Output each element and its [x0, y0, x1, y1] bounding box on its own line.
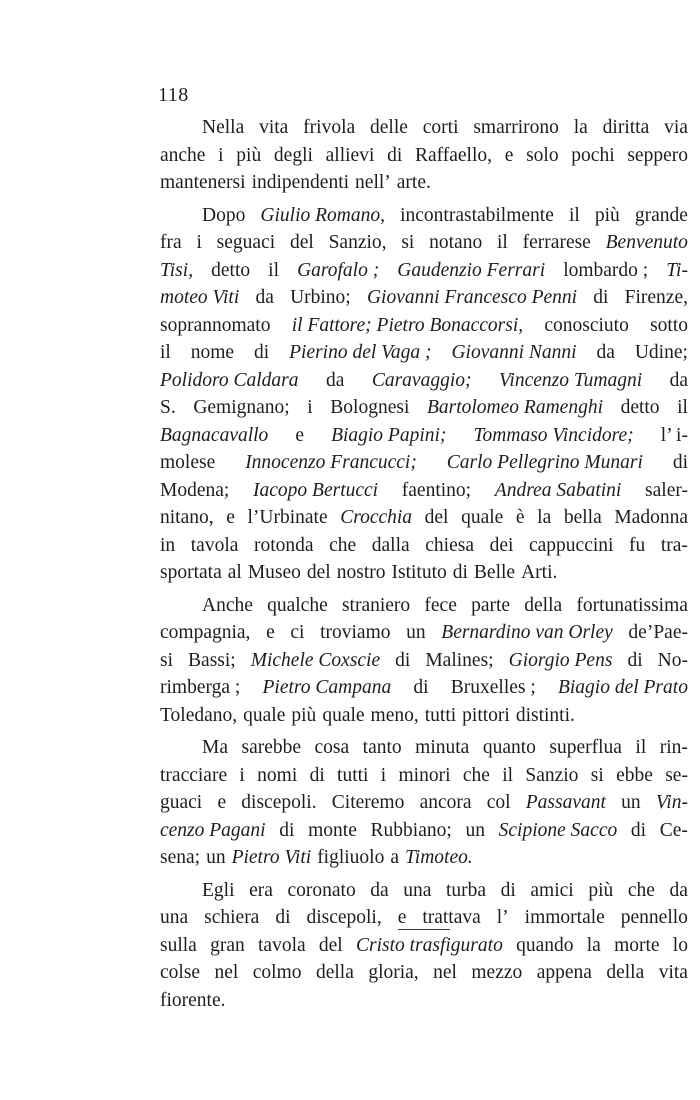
text-line [160, 734, 688, 762]
word: anche [160, 144, 206, 166]
word: che [462, 764, 490, 786]
word: grande [634, 204, 688, 226]
word: nomi [257, 764, 298, 786]
word: vita [259, 117, 289, 138]
italic-name: Andrea Sabatini [494, 479, 622, 501]
text-line [160, 674, 688, 702]
word: si [590, 764, 604, 786]
word: parte [471, 594, 511, 616]
text-line [160, 114, 688, 142]
word: la [586, 934, 601, 956]
word: Udine; [634, 342, 688, 363]
word: della [606, 962, 645, 983]
word: quando [516, 934, 574, 956]
word: smarrirono [473, 117, 559, 138]
text-line [160, 647, 688, 675]
word: era [249, 879, 273, 901]
word: quale [461, 507, 504, 528]
word: fra [160, 232, 182, 253]
word: Modena; [160, 479, 230, 501]
word: allievi [325, 144, 375, 166]
word: da [370, 879, 389, 901]
word: più [236, 144, 262, 166]
word: seguaci [216, 232, 276, 253]
word: quanto [482, 737, 536, 758]
italic-name: Bernardino van Orley [441, 622, 613, 643]
word: delle [370, 117, 408, 138]
word: mezzo [471, 962, 523, 983]
word: in [160, 534, 176, 556]
word: Toledano, [160, 704, 238, 726]
word: Bruxelles ; [450, 677, 536, 698]
word: cosa [314, 737, 350, 758]
word: i [239, 764, 245, 786]
word: da [669, 879, 688, 901]
word: la [573, 117, 588, 138]
word: Urbino; [290, 287, 351, 308]
word: i [196, 232, 202, 253]
word: S. [160, 397, 176, 418]
word: gran [210, 934, 245, 956]
word: colmo [252, 962, 302, 983]
word: Anche [202, 594, 253, 616]
word: coronato [287, 879, 356, 901]
text-line [160, 789, 688, 817]
word: tutti [337, 764, 369, 786]
word: il [160, 342, 171, 363]
italic-name: il Fattore; Pietro Bonaccorsi, [291, 314, 524, 336]
paragraph [160, 592, 688, 730]
word: soprannomato [160, 314, 271, 336]
word: pittori [462, 704, 510, 726]
word: il [497, 232, 508, 253]
word: monte [308, 819, 357, 841]
word: lombardo ; [563, 259, 649, 281]
word: fiorente. [160, 989, 226, 1011]
italic-name: Bartolomeo Ramenghi [426, 397, 603, 418]
italic-name: Giulio Romano, [260, 204, 386, 226]
word: tra- [660, 534, 688, 556]
word: nostro [336, 562, 386, 583]
paragraph [160, 202, 688, 587]
italic-name: Crocchia [340, 507, 413, 528]
word: indipendenti [251, 172, 350, 193]
text-line [160, 257, 688, 285]
text-line [160, 202, 688, 230]
word: e [226, 507, 235, 528]
word: degli [273, 144, 313, 166]
word: straniero [341, 594, 411, 616]
word: sarebbe [241, 737, 302, 758]
italic-name: Scipione Sacco [498, 819, 618, 841]
word: se- [665, 764, 688, 786]
word: meno, [370, 704, 419, 726]
word: sportata [160, 562, 222, 583]
word: Madonna [614, 507, 688, 528]
italic-name: Benvenuto [605, 232, 688, 253]
word: un [465, 819, 485, 841]
italic-name: Biagio Papini; [331, 424, 447, 446]
italic-name: Passavant [525, 792, 606, 813]
word: faentino; [401, 479, 472, 501]
word: mantenersi [160, 172, 246, 193]
word: Gemignano; [193, 397, 290, 418]
text-line [160, 449, 688, 477]
italic-name: Giorgio Pens [508, 649, 613, 671]
word: colse [160, 962, 201, 983]
word: qualche [267, 594, 328, 616]
word: sena; [160, 847, 201, 868]
word: un [621, 792, 641, 813]
word: saler- [645, 479, 688, 501]
italic-name: Bagnacavallo [160, 424, 269, 446]
italic-name: Ti- [666, 259, 688, 281]
word: vita [658, 962, 688, 983]
word: distinti. [515, 704, 575, 726]
word: Ce- [659, 819, 688, 841]
word: Ma [202, 737, 228, 758]
text-line [160, 284, 688, 312]
word: da [669, 369, 688, 391]
word: un [206, 847, 226, 868]
word: i [218, 144, 224, 166]
word: al [227, 562, 242, 583]
word: del [306, 562, 331, 583]
word: de’Pae- [628, 622, 688, 643]
word: figliuolo [317, 847, 385, 868]
word: fece [424, 594, 457, 616]
word: il [502, 764, 514, 786]
word: Egli [202, 879, 235, 901]
word: bella [563, 507, 602, 528]
word: sulla [160, 934, 197, 956]
word: rotonda [253, 534, 314, 556]
word: di [387, 144, 403, 166]
word: trattava [422, 907, 481, 928]
word: corti [422, 117, 459, 138]
word: l’ [496, 907, 509, 928]
word: tutti [424, 704, 457, 726]
word: tracciare [160, 764, 228, 786]
word: e [266, 622, 275, 643]
text-line [160, 844, 688, 872]
word: fu [629, 534, 646, 556]
italic-name: Michele Coxscie [250, 649, 381, 671]
word: Museo [247, 562, 301, 583]
text-line [160, 817, 688, 845]
word: di [309, 764, 325, 786]
word: ebbe [616, 764, 653, 786]
word: una [160, 907, 189, 928]
word: il [268, 259, 280, 281]
word: col [486, 792, 511, 813]
word: un [406, 622, 426, 643]
word: l’ i- [660, 424, 688, 446]
word: minori [398, 764, 451, 786]
word: tavola [258, 934, 306, 956]
italic-name: Tisi, [160, 259, 194, 281]
word: la [537, 507, 552, 528]
text-line [160, 559, 688, 587]
word: una [403, 879, 432, 901]
text-line [160, 367, 688, 395]
word: Istituto [391, 562, 447, 583]
word: ancora [419, 792, 472, 813]
word: del [424, 507, 449, 528]
italic-name: Iacopo Bertucci [253, 479, 379, 501]
italic-name: Carlo Pellegrino Munari [446, 452, 643, 473]
word: gloria, [368, 962, 419, 983]
word: il [568, 204, 580, 226]
text-line [160, 702, 688, 730]
word: i [307, 397, 313, 418]
word: turba [446, 879, 487, 901]
italic-name: Caravaggio; [371, 369, 472, 391]
word: da [255, 287, 274, 308]
word: seppero [627, 144, 688, 166]
text-line [160, 169, 688, 197]
word: Raffaello, [414, 144, 493, 166]
word: schiera [204, 907, 260, 928]
word: e [504, 144, 514, 166]
word: chiesa [425, 534, 474, 556]
word: più [291, 704, 317, 726]
italic-name: Timoteo. [405, 847, 473, 868]
word: Sanzio, [328, 232, 387, 253]
word: e [295, 424, 305, 446]
text-line [160, 532, 688, 560]
word: di [279, 819, 295, 841]
text-line [160, 312, 688, 340]
word: di [254, 342, 270, 363]
text-line [160, 987, 688, 1015]
text-line [160, 504, 688, 532]
text-line [160, 394, 688, 422]
word: fortunatissima [576, 594, 688, 616]
paragraph [160, 114, 688, 197]
word: notano [429, 232, 483, 253]
word: amici [530, 879, 574, 901]
italic-name: Biagio del Prato [557, 677, 688, 698]
word: di [672, 452, 688, 473]
word: Citeremo [331, 792, 405, 813]
word: Sanzio [525, 764, 579, 786]
text-line [160, 339, 688, 367]
word: troviamo [320, 622, 391, 643]
word: lo [672, 934, 688, 956]
word: tavola [190, 534, 239, 556]
text-line [160, 762, 688, 790]
word: superflua [549, 737, 622, 758]
word: di [275, 907, 291, 928]
word: arte. [396, 172, 431, 193]
word: ferrarese [522, 232, 591, 253]
word: solo [526, 144, 559, 166]
word: nitano, [160, 507, 214, 528]
word: del [318, 934, 343, 956]
text-line [160, 877, 688, 905]
word: di [627, 649, 643, 671]
word: e [217, 792, 227, 813]
italic-name: Vin- [655, 792, 688, 813]
word: pennello [620, 907, 688, 928]
text-line [160, 619, 688, 647]
text-line [160, 422, 688, 450]
word: conosciuto [544, 314, 629, 336]
word: Firenze, [624, 287, 688, 308]
word: compagnia, [160, 622, 251, 643]
text-line [160, 229, 688, 257]
word: pochi [571, 144, 615, 166]
word: detto [620, 397, 660, 418]
word: di [630, 819, 647, 841]
word: Dopo [202, 204, 246, 226]
word: che [627, 879, 655, 901]
text-line [160, 477, 688, 505]
italic-name: Giovanni Nanni [451, 342, 577, 363]
text-line [160, 959, 688, 987]
word: si [401, 232, 415, 253]
word: tanto [362, 737, 402, 758]
italic-name: Garofalo ; [297, 259, 380, 281]
word: nell’ [355, 172, 391, 193]
word: via [664, 117, 688, 138]
word: nel [433, 962, 457, 983]
word: rimberga ; [160, 677, 241, 698]
page-number: 118 [158, 84, 189, 106]
text-line [160, 592, 688, 620]
word: minuta [415, 737, 470, 758]
word: a [390, 847, 400, 868]
word: e [397, 907, 407, 928]
italic-name: Giovanni Francesco Penni [366, 287, 578, 308]
word: Nella [202, 117, 245, 138]
word: il [677, 397, 688, 418]
word: Rubbiano; [370, 819, 452, 841]
italic-name: Pierino del Vaga ; [289, 342, 432, 363]
word: di [500, 879, 516, 901]
text-line [160, 904, 688, 932]
word: il [635, 737, 647, 758]
word: più [594, 204, 620, 226]
italic-name: Innocenzo Francucci; [245, 452, 417, 473]
word: No- [657, 649, 688, 671]
word: ci [290, 622, 305, 643]
paragraph [160, 877, 688, 1015]
word: diritta [602, 117, 650, 138]
word: Belle [473, 562, 516, 583]
word: detto [211, 259, 251, 281]
word: è [515, 507, 525, 528]
word: molese [160, 452, 216, 473]
italic-name: cenzo Pagani [160, 819, 266, 841]
word: della [524, 594, 563, 616]
word: del [289, 232, 314, 253]
word: della [315, 962, 354, 983]
word: l’Urbinate [247, 507, 328, 528]
word: discepoli. [241, 792, 317, 813]
word: di [593, 287, 609, 308]
text-line [160, 932, 688, 960]
word: Malines; [425, 649, 494, 671]
italic-name: Gaudenzio Ferrari [397, 259, 546, 281]
word: guaci [160, 792, 203, 813]
end-rule [398, 929, 450, 930]
italic-name: moteo Viti [160, 287, 240, 308]
word: Bolognesi [330, 397, 410, 418]
word: di [413, 677, 429, 698]
word: nome [190, 342, 235, 363]
italic-name: Pietro Viti [231, 847, 312, 868]
word: da [325, 369, 345, 391]
word: Arti. [521, 562, 558, 583]
italic-name: Polidoro Caldara [160, 369, 299, 391]
word: appena [536, 962, 592, 983]
word: di [452, 562, 468, 583]
word: frivola [303, 117, 356, 138]
word: da [596, 342, 615, 363]
word: dalla [371, 534, 410, 556]
word: dei [489, 534, 514, 556]
word: i [380, 764, 387, 786]
italic-name: Cristo trasfigurato [355, 934, 503, 956]
word: quale [243, 704, 286, 726]
word: sotto [650, 314, 688, 336]
word: Bassi; [188, 649, 236, 671]
word: incontrastabilmente [400, 204, 554, 226]
paragraph [160, 734, 688, 872]
word: si [160, 649, 174, 671]
word: più [588, 879, 614, 901]
word: nel [214, 962, 239, 983]
word: di [395, 649, 411, 671]
word: immortale [524, 907, 605, 928]
word: cappuccini [528, 534, 614, 556]
word: rin- [659, 737, 688, 758]
word: quale [322, 704, 365, 726]
body-text [160, 114, 688, 1014]
word: morte [614, 934, 660, 956]
italic-name: Pietro Campana [262, 677, 392, 698]
italic-name: Vincenzo Tumagni [498, 369, 643, 391]
text-line [160, 142, 688, 170]
word: che [329, 534, 357, 556]
word: discepoli, [306, 907, 382, 928]
italic-name: Tommaso Vincidore; [473, 424, 634, 446]
